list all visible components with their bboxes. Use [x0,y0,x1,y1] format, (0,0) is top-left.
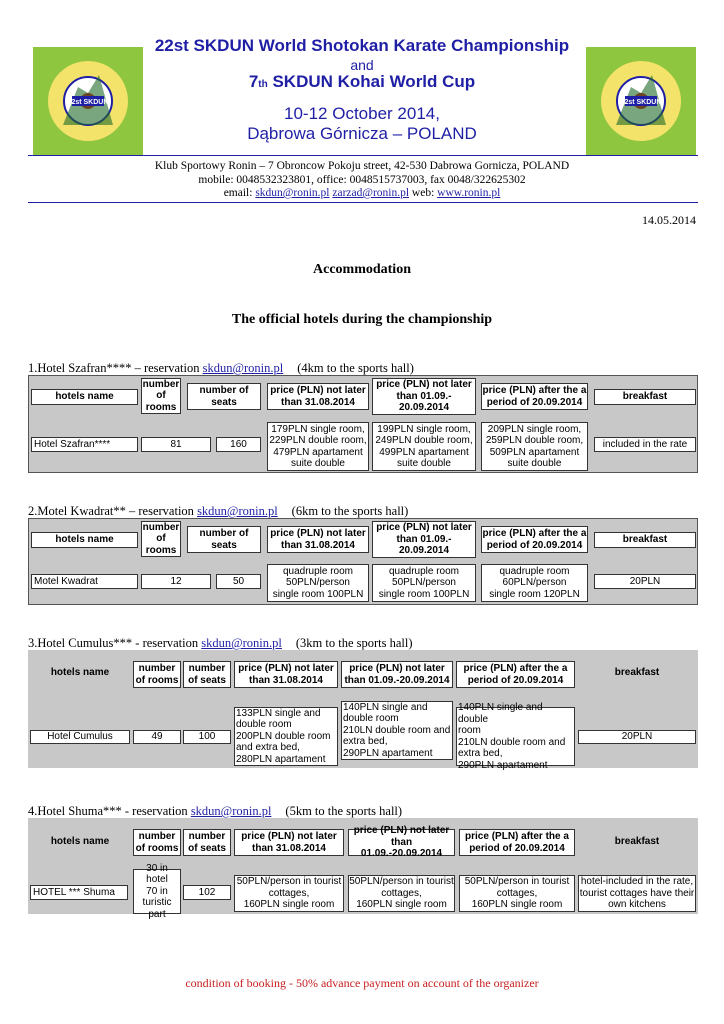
web-label: web: [411,187,435,199]
reservation-email-link[interactable]: skdun@ronin.pl [190,804,272,818]
price-line: double room [236,719,292,731]
price-line: quadruple room [282,565,354,577]
document-date: 14.05.2014 [642,213,696,227]
email-link-skdun[interactable]: skdun@ronin.pl [255,187,330,199]
hotel-name: Hotel Cumulus [30,730,130,744]
header-rooms: number of rooms [133,661,181,688]
price-3 [456,702,575,771]
header-price-1: price (PLN) not later than 31.08.2014 [234,661,338,688]
price-line: 60PLN/person [502,577,567,589]
rooms-line: 30 in hotel [146,862,168,886]
price-line: double room [343,713,399,725]
price-line: 50PLN/person [286,577,350,589]
price-line: 133PLN single and [236,707,321,719]
price-line: cottages, [496,887,538,899]
official-hotels-heading: The official hotels during the championship [231,312,493,327]
price-line: 50PLN/person in tourist [464,876,570,888]
header-seats: number of seats [183,829,231,856]
price-line: 499PLN apartament [379,446,469,458]
price-2 [372,564,476,602]
price-line: 50PLN/person in tourist [236,876,342,888]
price-1 [234,875,344,912]
table-cumulus [28,650,698,771]
reservation-email-link[interactable]: skdun@ronin.pl [197,504,278,518]
section-prefix: 3.Hotel Cumulus*** - reservation [28,636,202,650]
rooms-count [133,862,181,920]
header-hotel-name: hotels name [50,667,110,679]
table-kwadrat [28,518,698,605]
header-hotel-name: hotels name [31,532,138,548]
price-3 [481,422,588,471]
section-distance: (4km to the sports hall) [297,361,414,375]
hotel-name: HOTEL *** Shuma [30,885,128,900]
rooms-count: 12 [141,574,211,589]
price-line: 140PLN single and [343,701,428,713]
breakfast [578,875,696,912]
price-line: 160PLN single room [356,899,447,911]
price-1 [267,564,369,602]
contact-block [0,160,724,201]
rooms-count: 49 [133,730,181,744]
price-line: 50PLN/person in tourist [349,876,454,888]
price-line: suite double [291,458,345,469]
hotel-name: Hotel Szafran**** [31,437,138,452]
cup-title-number: 7 [248,72,259,91]
price-line: 140PLN single and double [458,702,543,725]
price-line: 210LN double room and [343,724,451,736]
price-line: 229PLN double room, [269,435,367,446]
header-hotel-name: hotels name [50,836,110,848]
email-label: email: [223,187,253,199]
breakfast-line: tourist cottages have their [579,887,695,899]
header-hotel-name: hotels name [31,389,138,405]
header-price-1: price (PLN) not later than 31.08.2014 [267,383,369,410]
cup-title-rest: SKDUN Kohai World Cup [267,72,476,91]
section-prefix: 4.Hotel Shuma*** - reservation [28,804,191,818]
header-price-3: price (PLN) after the a period of 20.09.2014 [459,829,575,856]
price-line: single room 100PLN [272,588,364,600]
header-price-2: price (PLN) not later than 01.09.- 20.09.2014 [372,521,476,558]
price-line: 290PLN apartament [343,747,433,759]
price-line: 290PLN apartament [458,759,548,771]
hotel-name: Motel Kwadrat [31,574,138,589]
price-1 [267,422,369,471]
price-line: room [458,725,481,736]
price-3 [459,875,575,912]
table-shuma [28,818,698,920]
price-line: quadruple room [388,565,460,577]
price-2 [372,422,476,471]
header-seats: number of seats [187,383,261,410]
cup-title-sup: th [258,79,268,90]
header-breakfast: breakfast [614,836,660,848]
price-line: 200PLN double room [236,730,331,742]
header-price-3: price (PLN) after the a period of 20.09.2014 [481,526,588,553]
price-line: 210LN double room and [458,736,566,748]
price-line: 280PLN apartament [236,753,326,765]
breakfast-line: own kitchens [608,899,666,911]
contact-phones: mobile: 0048532323801, office: 0048515737003, fax 0048/322625302 [198,173,526,186]
booking-condition: condition of booking - 50% advance payment on account of the organizer [185,976,539,990]
logo-left-caption: 22st SKDUN [67,99,109,106]
price-3 [481,564,588,602]
logo-right-caption: 22st SKDUN [620,99,662,106]
cup-title [0,72,724,92]
price-line: 209PLN single room, [487,423,582,435]
rooms-count: 81 [141,437,211,452]
price-line: single room 100PLN [378,588,470,600]
price-line: cottages, [381,887,422,899]
header-price-2: price (PLN) not later than 01.09.-20.09.2014 [348,829,455,856]
section-distance: (5km to the sports hall) [285,804,403,818]
price-line: 509PLN apartament [489,446,580,458]
seats-count: 50 [216,574,261,589]
price-line: 160PLN single room [471,899,563,911]
seats-count: 102 [183,885,231,900]
section-distance: (3km to the sports hall) [295,636,413,650]
rooms-line: turistic [142,897,172,909]
header-rooms: number of rooms [142,378,180,413]
header-rooms: number of rooms [133,829,181,856]
price-2 [348,875,455,912]
header-price-1: price (PLN) not later than 31.08.2014 [267,526,369,553]
price-line: extra bed, [458,748,503,759]
header-seats: number of seats [187,526,261,553]
rooms-line: part [148,908,166,920]
header-breakfast: breakfast [594,532,696,548]
seats-count: 100 [183,730,231,744]
header-price-3: price (PLN) after the a period of 20.09.2014 [481,383,588,410]
price-line: 249PLN double room, [375,435,473,446]
breakfast-line: hotel-included in the rate, [580,876,694,888]
section-title-szafran [28,361,414,376]
event-location: Dąbrowa Górnicza – POLAND [247,124,477,143]
price-line: cottages, [268,887,310,899]
breakfast: included in the rate [594,437,696,452]
price-line: extra bed, [343,736,388,748]
section-title-cumulus [28,636,413,651]
price-2 [341,701,453,760]
price-line: 199PLN single room, [377,423,471,435]
header-seats: number of seats [183,661,231,688]
section-title-shuma [28,804,402,819]
contact-links [0,187,724,201]
price-line: suite double [397,458,451,469]
contact-address: Klub Sportowy Ronin – 7 Obroncow Pokoju street, 42-530 Dabrowa Gornicza, POLAND [154,160,570,172]
price-line: single room 120PLN [489,588,580,600]
price-line: and extra bed, [236,742,300,754]
seats-count: 160 [216,437,261,452]
header-divider-top [28,155,698,156]
header-price-2: price (PLN) not later than 01.09.-20.09.2014 [341,661,453,688]
championship-title: 22st SKDUN World Shotokan Karate Championship [154,36,570,55]
event-dates: 10-12 October 2014, [284,104,440,123]
email-link-zarzad[interactable]: zarzad@ronin.pl [332,187,410,199]
accommodation-heading: Accommodation [313,262,411,277]
header-breakfast: breakfast [614,667,660,679]
price-line: suite double [507,458,562,469]
price-1 [234,707,338,766]
reservation-email-link[interactable]: skdun@ronin.pl [202,361,284,375]
price-line: 179PLN single room, [271,423,365,435]
breakfast: 20PLN [578,730,696,744]
header-price-2: price (PLN) not later than 01.09.- 20.09.2014 [372,378,476,415]
price-line: 479PLN apartament [273,446,363,458]
price-line: quadruple room [499,565,570,577]
reservation-email-link[interactable]: skdun@ronin.pl [201,636,282,650]
header-divider-bottom [28,202,698,203]
header-price-3: price (PLN) after the a period of 20.09.2014 [456,661,575,688]
price-line: 50PLN/person [392,577,456,589]
price-line: 160PLN single room [243,899,335,911]
section-prefix: 1.Hotel Szafran**** – reservation [28,361,203,375]
title-and: and [350,57,374,73]
web-link[interactable]: www.ronin.pl [437,187,501,199]
table-szafran [28,375,698,473]
header-price-1: price (PLN) not later than 31.08.2014 [234,829,344,856]
section-title-kwadrat [28,504,408,519]
section-distance: (6km to the sports hall) [291,504,409,518]
header-rooms: number of rooms [142,521,180,556]
section-prefix: 2.Motel Kwadrat** – reservation [28,504,198,518]
price-line: 259PLN double room, [485,435,584,446]
breakfast: 20PLN [594,574,696,589]
rooms-line: 70 in [146,885,168,897]
header-breakfast: breakfast [594,389,696,405]
